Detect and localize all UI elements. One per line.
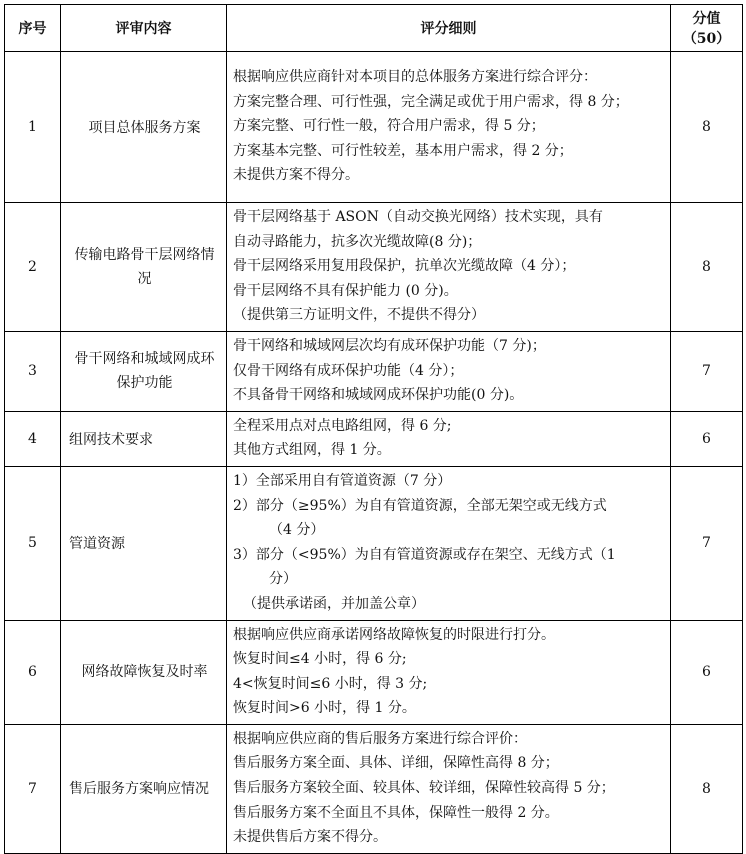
row-rule (227, 52, 671, 203)
rule-line: 骨干层网络不具有保护能力 (0 分)。 (233, 282, 458, 299)
row-item (61, 203, 227, 332)
rule-line: 2）部分（≥95%）为自有管道资源，全部无架空或无线方式 (233, 497, 607, 514)
rule-line: 恢复时间≤4 小时，得 6 分; (233, 651, 407, 668)
table-row (5, 620, 743, 724)
header-no: 序号 (5, 5, 61, 52)
header-score (671, 5, 743, 52)
row-item: 项目总体服务方案 (61, 52, 227, 203)
row-score: 6 (671, 411, 743, 466)
table-row (5, 52, 743, 203)
table-row (5, 411, 743, 466)
header-rule: 评分细则 (227, 5, 671, 52)
rule-line: 骨干层网络基于 ASON（自动交换光网络）技术实现，具有 (233, 209, 603, 225)
header-score-line1: 分值 (692, 11, 721, 27)
row-rule (227, 724, 671, 853)
row-score: 8 (671, 52, 743, 203)
row-score: 7 (671, 466, 743, 620)
row-no: 4 (5, 411, 61, 466)
scoring-table-container (4, 4, 743, 854)
row-rule (227, 466, 671, 620)
row-no: 3 (5, 331, 61, 411)
table-row (5, 724, 743, 853)
rule-line: 方案完整合理、可行性强，完全满足或优于用户需求，得 8 分； (233, 93, 629, 110)
rule-line: 3）部分（<95%）为自有管道资源或存在架空、无线方式（1 (233, 546, 616, 563)
row-rule (227, 620, 671, 724)
rule-line: 骨干网络和城域网层次均有成环保护功能（7 分)； (233, 337, 546, 354)
header-row (5, 5, 743, 52)
rule-line: 4<恢复时间≤6 小时，得 3 分; (233, 675, 428, 692)
rule-line: 方案完整、可行性一般，符合用户需求，得 5 分； (233, 118, 545, 135)
rule-line: （提供承诺函，并加盖公章） (243, 595, 425, 612)
rule-line: （提供第三方证明文件，不提供不得分） (233, 307, 485, 324)
row-rule (227, 203, 671, 332)
rule-line: 未提供售后方案不得分。 (233, 829, 387, 846)
row-item: 管道资源 (61, 466, 227, 620)
row-score: 6 (671, 620, 743, 724)
row-no: 5 (5, 466, 61, 620)
row-item-text: 售后服务方案响应情况 (69, 780, 209, 797)
row-no: 7 (5, 724, 61, 853)
rule-line: 未提供方案不得分。 (233, 167, 359, 184)
rule-line: 其他方式组网，得 1 分。 (233, 442, 391, 459)
rule-line: 根据响应供应商的售后服务方案进行综合评价： (233, 730, 527, 747)
rule-line: 自动寻路能力，抗多次光缆故障(8 分)； (233, 233, 482, 250)
rule-line: 全程采用点对点电路组网，得 6 分; (233, 417, 452, 434)
row-item (61, 724, 227, 853)
rule-line: 售后服务方案不全面且不具体，保障性一般得 2 分。 (233, 804, 559, 821)
rule-line: 仅骨干网络有成环保护功能（4 分）； (233, 362, 464, 379)
rule-line: 售后服务方案较全面、较具体、较详细，保障性较高得 5 分； (233, 780, 615, 797)
table-row (5, 331, 743, 411)
table-row (5, 203, 743, 332)
rule-line: 根据响应供应商针对本项目的总体服务方案进行综合评分： (233, 69, 597, 86)
row-no: 6 (5, 620, 61, 724)
row-item-text: 骨干网络和城域网成环保护功能 (74, 351, 215, 392)
rule-line: 分） (269, 571, 297, 588)
row-no: 2 (5, 203, 61, 332)
rule-line: 不具备骨干网络和城域网成环保护功能(0 分)。 (233, 387, 524, 404)
row-rule (227, 331, 671, 411)
header-item: 评审内容 (61, 5, 227, 52)
rule-line: 恢复时间>6 小时，得 1 分。 (233, 700, 416, 717)
row-item-text: 网络故障恢复及时率 (81, 664, 208, 681)
rule-line: 方案基本完整、可行性较差，基本用户需求，得 2 分； (233, 142, 573, 159)
table-row (5, 466, 743, 620)
row-no: 1 (5, 52, 61, 203)
row-item (61, 620, 227, 724)
rule-line: （4 分） (269, 522, 325, 539)
scoring-table (4, 4, 743, 854)
row-score: 8 (671, 724, 743, 853)
row-score: 8 (671, 203, 743, 332)
rule-line: 售后服务方案全面、具体、详细，保障性高得 8 分； (233, 755, 559, 772)
row-item (61, 331, 227, 411)
rule-line: 骨干层网络采用复用段保护，抗单次光缆故障（4 分）； (233, 258, 576, 275)
row-item-text: 传输电路骨干层网络情况 (74, 246, 215, 287)
row-rule (227, 411, 671, 466)
rule-line: 1）全部采用自有管道资源（7 分） (233, 472, 452, 489)
rule-line: 根据响应供应商承诺网络故障恢复的时限进行打分。 (233, 626, 555, 643)
row-item: 组网技术要求 (61, 411, 227, 466)
row-score: 7 (671, 331, 743, 411)
header-score-line2: （50） (682, 31, 731, 47)
